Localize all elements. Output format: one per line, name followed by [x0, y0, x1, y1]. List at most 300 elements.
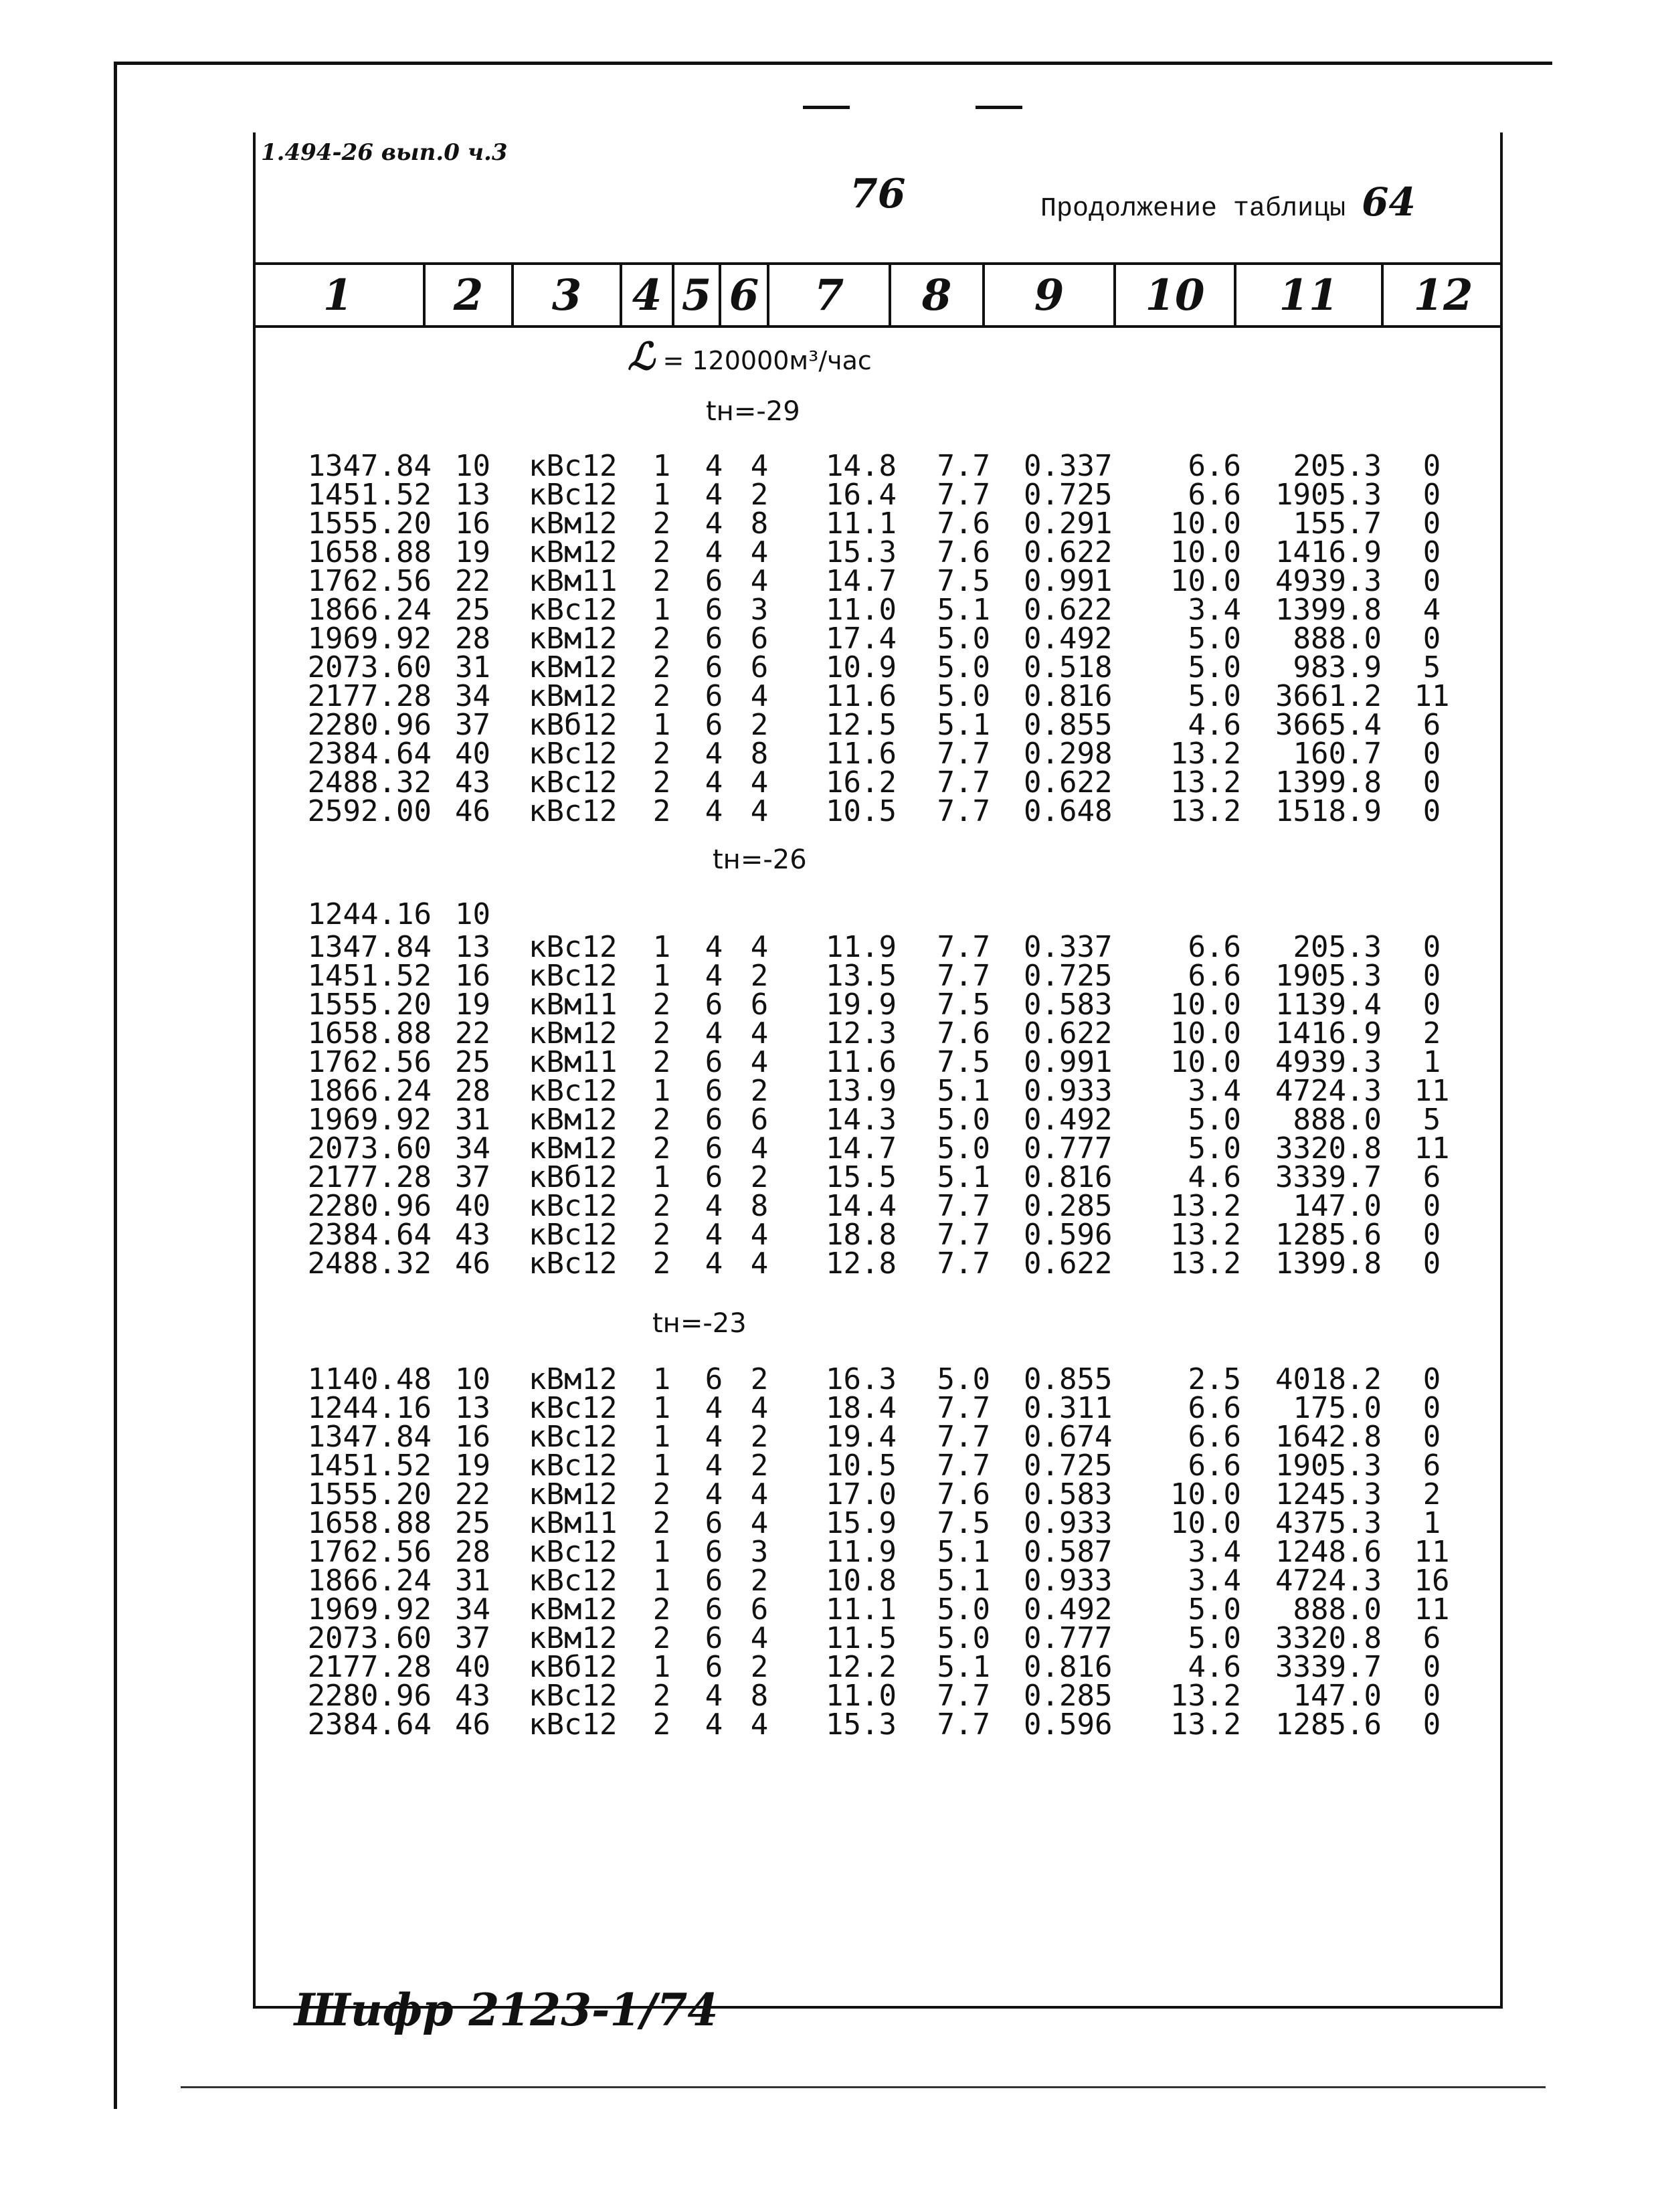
table-cell: 28: [455, 1535, 490, 1569]
table-cell: кВс12: [529, 478, 618, 512]
table-cell: 2: [750, 1074, 769, 1108]
table-cell: 1969.92: [307, 622, 432, 656]
table-cell: 10.0: [1170, 1045, 1241, 1079]
table-cell: 6: [705, 1592, 723, 1627]
table-cell: 13.2: [1170, 765, 1241, 800]
table-cell: 11.0: [826, 593, 897, 627]
table-cell: 5: [1422, 650, 1441, 684]
table-cell: 2177.28: [307, 679, 432, 713]
table-row: [0, 1074, 1660, 1108]
table-cell: 1: [652, 478, 671, 512]
table-cell: 0: [1422, 930, 1441, 964]
table-row: [0, 1449, 1660, 1483]
column-header: 3: [514, 265, 622, 325]
table-cell: 4: [705, 449, 723, 483]
table-cell: 1905.3: [1275, 959, 1382, 993]
table-cell: 11: [1414, 1131, 1450, 1166]
table-cell: 11.0: [826, 1679, 897, 1713]
table-cell: 40: [455, 737, 490, 771]
table-cell: 11.1: [826, 506, 897, 541]
table-row: [0, 1679, 1660, 1713]
table-cell: 6: [705, 1362, 723, 1396]
table-cell: 1658.88: [307, 535, 432, 569]
table-cell: 4: [705, 1391, 723, 1425]
table-cell: 6: [705, 1621, 723, 1655]
table-cell: 0.492: [1024, 1592, 1113, 1627]
table-row: [0, 897, 1660, 931]
table-cell: 0.933: [1024, 1506, 1113, 1540]
table-cell: 0.596: [1024, 1218, 1113, 1252]
table-cell: кВс12: [529, 1074, 618, 1108]
table-cell: 7.5: [937, 1045, 990, 1079]
table-cell: 43: [455, 765, 490, 800]
table-cell: 11.1: [826, 1592, 897, 1627]
table-cell: 2592.00: [307, 794, 432, 828]
table-cell: 0: [1422, 765, 1441, 800]
table-cell: 3.4: [1188, 1535, 1241, 1569]
table-cell: 4724.3: [1275, 1564, 1382, 1598]
table-cell: 46: [455, 1247, 490, 1281]
table-cell: 4: [750, 449, 769, 483]
frame-top-line: [114, 62, 1552, 65]
table-cell: 888.0: [1293, 1592, 1382, 1627]
table-cell: 8: [750, 1189, 769, 1223]
table-cell: 3: [750, 1535, 769, 1569]
table-cell: 4018.2: [1275, 1362, 1382, 1396]
table-row: [0, 1016, 1660, 1050]
table-cell: 1642.8: [1275, 1420, 1382, 1454]
table-cell: 10.8: [826, 1564, 897, 1598]
table-cell: 2: [652, 1506, 671, 1540]
table-cell: 6: [705, 622, 723, 656]
table-cell: 4: [750, 1477, 769, 1511]
table-cell: 12.2: [826, 1650, 897, 1684]
table-cell: 14.3: [826, 1103, 897, 1137]
table-cell: 2073.60: [307, 650, 432, 684]
table-cell: 8: [750, 737, 769, 771]
table-cell: 7.7: [937, 765, 990, 800]
table-cell: 205.3: [1293, 449, 1382, 483]
table-cell: 6: [1422, 1621, 1441, 1655]
table-cell: 46: [455, 1708, 490, 1742]
table-cell: 1: [652, 1535, 671, 1569]
column-header: 10: [1116, 265, 1236, 325]
section-title: tн=-26: [713, 844, 807, 875]
table-cell: 1: [1422, 1506, 1441, 1540]
table-cell: 11.6: [826, 679, 897, 713]
table-row: [0, 1506, 1660, 1540]
table-cell: кВм12: [529, 650, 618, 684]
table-cell: 4: [750, 1016, 769, 1050]
table-cell: 2280.96: [307, 1679, 432, 1713]
table-cell: 7.7: [937, 449, 990, 483]
table-cell: 6: [750, 1103, 769, 1137]
table-cell: 40: [455, 1650, 490, 1684]
table-cell: 2384.64: [307, 737, 432, 771]
table-cell: 888.0: [1293, 1103, 1382, 1137]
table-cell: 0.622: [1024, 593, 1113, 627]
table-cell: 3.4: [1188, 593, 1241, 627]
table-cell: 13: [455, 930, 490, 964]
table-cell: 2: [652, 1045, 671, 1079]
document-reference: 1.494-26 вып.0 ч.3: [261, 139, 508, 166]
table-cell: 0.285: [1024, 1189, 1113, 1223]
table-cell: 0: [1422, 1362, 1441, 1396]
table-cell: 3.4: [1188, 1564, 1241, 1598]
table-cell: 10.0: [1170, 564, 1241, 598]
table-cell: 4: [705, 737, 723, 771]
table-cell: 10: [455, 449, 490, 483]
continuation-heading: [1040, 179, 1416, 225]
table-cell: 11: [1414, 1592, 1450, 1627]
table-cell: 3339.7: [1275, 1160, 1382, 1194]
table-cell: 1: [1422, 1045, 1441, 1079]
table-cell: 205.3: [1293, 930, 1382, 964]
table-cell: 5.0: [1188, 1592, 1241, 1627]
table-cell: 2: [1422, 1016, 1441, 1050]
table-cell: 37: [455, 708, 490, 742]
table-cell: 4: [750, 1247, 769, 1281]
table-cell: 7.6: [937, 1016, 990, 1050]
table-cell: 0: [1422, 564, 1441, 598]
table-cell: 25: [455, 1045, 490, 1079]
table-cell: 7.7: [937, 1420, 990, 1454]
flow-symbol: ℒ: [628, 335, 655, 379]
table-cell: кВс12: [529, 1564, 618, 1598]
table-cell: кВс12: [529, 930, 618, 964]
table-cell: 4.6: [1188, 708, 1241, 742]
table-cell: 4: [750, 1708, 769, 1742]
table-cell: 0.291: [1024, 506, 1113, 541]
table-cell: 4: [705, 1477, 723, 1511]
table-cell: 7.6: [937, 1477, 990, 1511]
table-cell: кВм11: [529, 988, 618, 1022]
table-cell: 2177.28: [307, 1650, 432, 1684]
table-cell: 2: [652, 650, 671, 684]
table-cell: 2: [750, 478, 769, 512]
table-cell: 0.991: [1024, 564, 1113, 598]
table-cell: 4: [705, 1708, 723, 1742]
table-cell: 0: [1422, 1420, 1441, 1454]
table-cell: 147.0: [1293, 1679, 1382, 1713]
table-cell: 0.298: [1024, 737, 1113, 771]
table-cell: 16: [1414, 1564, 1450, 1598]
table-cell: 0: [1422, 737, 1441, 771]
table-cell: 5.0: [1188, 1131, 1241, 1166]
table-row: [0, 1391, 1660, 1425]
column-header: 2: [426, 265, 514, 325]
table-cell: 2: [652, 1592, 671, 1627]
table-cell: 13.5: [826, 959, 897, 993]
table-cell: 13.2: [1170, 794, 1241, 828]
table-cell: 1: [652, 1449, 671, 1483]
table-row: [0, 1362, 1660, 1396]
table-cell: 7.7: [937, 794, 990, 828]
table-cell: 25: [455, 593, 490, 627]
table-cell: 6: [705, 1535, 723, 1569]
table-row: [0, 506, 1660, 541]
table-cell: 3665.4: [1275, 708, 1382, 742]
table-row: [0, 737, 1660, 771]
table-cell: 5.0: [1188, 622, 1241, 656]
table-cell: 5.0: [937, 622, 990, 656]
table-cell: 16: [455, 1420, 490, 1454]
table-cell: 1905.3: [1275, 1449, 1382, 1483]
table-row: [0, 794, 1660, 828]
table-cell: 46: [455, 794, 490, 828]
table-cell: 13.2: [1170, 1708, 1241, 1742]
column-header: 5: [674, 265, 721, 325]
table-cell: кВм12: [529, 506, 618, 541]
table-cell: 14.7: [826, 1131, 897, 1166]
table-cell: 14.4: [826, 1189, 897, 1223]
table-cell: 0.674: [1024, 1420, 1113, 1454]
table-cell: 13.2: [1170, 737, 1241, 771]
table-cell: 1866.24: [307, 1564, 432, 1598]
table-row: [0, 622, 1660, 656]
table-cell: 1658.88: [307, 1506, 432, 1540]
table-cell: 6: [705, 593, 723, 627]
table-cell: 1518.9: [1275, 794, 1382, 828]
table-cell: 6.6: [1188, 1449, 1241, 1483]
table-cell: 11: [1414, 1535, 1450, 1569]
table-cell: 19.9: [826, 988, 897, 1022]
table-cell: 4: [705, 535, 723, 569]
table-cell: 4: [750, 1621, 769, 1655]
table-cell: 0: [1422, 1650, 1441, 1684]
table-cell: 160.7: [1293, 737, 1382, 771]
table-cell: 6: [750, 988, 769, 1022]
table-cell: 11.9: [826, 930, 897, 964]
table-cell: 2: [750, 1420, 769, 1454]
table-cell: 2384.64: [307, 1218, 432, 1252]
table-cell: 7.7: [937, 1391, 990, 1425]
table-row: [0, 1650, 1660, 1684]
table-cell: 19.4: [826, 1420, 897, 1454]
table-cell: 7.5: [937, 988, 990, 1022]
table-cell: 5.0: [937, 1103, 990, 1137]
table-cell: 31: [455, 1103, 490, 1137]
table-cell: 6.6: [1188, 449, 1241, 483]
table-cell: 15.5: [826, 1160, 897, 1194]
table-cell: 3339.7: [1275, 1650, 1382, 1684]
table-cell: 0.855: [1024, 708, 1113, 742]
table-cell: 6: [705, 564, 723, 598]
table-cell: 14.7: [826, 564, 897, 598]
table-cell: 5.0: [1188, 679, 1241, 713]
table-cell: 1658.88: [307, 1016, 432, 1050]
column-header-row: [253, 262, 1503, 328]
table-cell: 10.9: [826, 650, 897, 684]
table-cell: 19: [455, 988, 490, 1022]
table-cell: 16.4: [826, 478, 897, 512]
table-cell: 28: [455, 1074, 490, 1108]
table-cell: 5.1: [937, 1650, 990, 1684]
table-cell: 0: [1422, 535, 1441, 569]
frame-bottom-line: [181, 2086, 1546, 2088]
table-cell: 2: [652, 794, 671, 828]
table-cell: 1555.20: [307, 506, 432, 541]
table-cell: 0.337: [1024, 449, 1113, 483]
table-cell: 1285.6: [1275, 1218, 1382, 1252]
table-cell: 4724.3: [1275, 1074, 1382, 1108]
table-cell: 7.6: [937, 535, 990, 569]
table-cell: 0.933: [1024, 1564, 1113, 1598]
table-cell: 1248.6: [1275, 1535, 1382, 1569]
table-cell: 10.5: [826, 794, 897, 828]
column-header: 7: [769, 265, 891, 325]
table-row: [0, 593, 1660, 627]
table-row: [0, 1592, 1660, 1627]
table-cell: 4: [750, 930, 769, 964]
table-row: [0, 564, 1660, 598]
table-cell: 7.7: [937, 1449, 990, 1483]
table-cell: 15.3: [826, 535, 897, 569]
table-cell: 2488.32: [307, 1247, 432, 1281]
table-cell: кВб12: [529, 708, 618, 742]
table-cell: 10.5: [826, 1449, 897, 1483]
table-cell: 2: [750, 1449, 769, 1483]
table-cell: 0.725: [1024, 959, 1113, 993]
table-row: [0, 988, 1660, 1022]
table-cell: 4: [750, 1045, 769, 1079]
table-cell: кВб12: [529, 1160, 618, 1194]
table-cell: 10.0: [1170, 535, 1241, 569]
table-cell: кВм12: [529, 679, 618, 713]
table-row: [0, 1247, 1660, 1281]
table-cell: 34: [455, 1592, 490, 1627]
table-cell: 11.9: [826, 1535, 897, 1569]
table-cell: 0.492: [1024, 1103, 1113, 1137]
table-cell: 5.1: [937, 708, 990, 742]
table-cell: 4.6: [1188, 1160, 1241, 1194]
top-dash-mark: [803, 106, 850, 109]
table-cell: кВм11: [529, 1045, 618, 1079]
table-cell: 22: [455, 1477, 490, 1511]
table-cell: 1: [652, 1650, 671, 1684]
table-cell: 8: [750, 506, 769, 541]
table-cell: 6: [705, 708, 723, 742]
table-cell: 31: [455, 650, 490, 684]
table-cell: 0.777: [1024, 1131, 1113, 1166]
table-cell: 5.0: [937, 650, 990, 684]
table-cell: 13.2: [1170, 1247, 1241, 1281]
column-header: 1: [253, 265, 426, 325]
table-cell: 2.5: [1188, 1362, 1241, 1396]
table-cell: 1: [652, 1420, 671, 1454]
table-cell: 1969.92: [307, 1103, 432, 1137]
table-cell: 1762.56: [307, 1045, 432, 1079]
table-cell: 40: [455, 1189, 490, 1223]
table-cell: 0.725: [1024, 478, 1113, 512]
table-cell: 43: [455, 1218, 490, 1252]
table-cell: 6.6: [1188, 930, 1241, 964]
table-number: 64: [1362, 179, 1416, 225]
table-cell: 1399.8: [1275, 593, 1382, 627]
column-header: 8: [891, 265, 985, 325]
table-cell: 2: [652, 1103, 671, 1137]
table-cell: 4: [750, 1218, 769, 1252]
table-cell: 0.648: [1024, 794, 1113, 828]
table-cell: 0.816: [1024, 1650, 1113, 1684]
page-number: 76: [850, 171, 906, 217]
table-cell: 4: [750, 679, 769, 713]
table-cell: 0.855: [1024, 1362, 1113, 1396]
table-cell: 10.0: [1170, 988, 1241, 1022]
table-cell: 11: [1414, 679, 1450, 713]
continuation-label: Продолжение таблицы: [1040, 194, 1346, 224]
table-cell: 2: [652, 1016, 671, 1050]
table-cell: 15.9: [826, 1506, 897, 1540]
table-cell: 1: [652, 959, 671, 993]
table-cell: 3.4: [1188, 1074, 1241, 1108]
table-cell: 5.0: [937, 679, 990, 713]
table-cell: 4939.3: [1275, 564, 1382, 598]
top-dash-mark: [976, 106, 1022, 109]
table-cell: 1245.3: [1275, 1477, 1382, 1511]
table-cell: 0: [1422, 622, 1441, 656]
table-cell: 2: [652, 1189, 671, 1223]
table-cell: 1244.16: [307, 1391, 432, 1425]
table-cell: 1: [652, 1074, 671, 1108]
table-cell: 28: [455, 622, 490, 656]
table-cell: 155.7: [1293, 506, 1382, 541]
table-cell: 4: [750, 1391, 769, 1425]
table-cell: 0: [1422, 1679, 1441, 1713]
table-cell: 2: [750, 1564, 769, 1598]
table-cell: 2: [652, 765, 671, 800]
table-cell: 4: [750, 1131, 769, 1166]
table-cell: 7.7: [937, 930, 990, 964]
table-cell: 2: [750, 959, 769, 993]
table-cell: 4: [705, 506, 723, 541]
table-cell: 1969.92: [307, 1592, 432, 1627]
table-cell: кВс12: [529, 737, 618, 771]
table-row: [0, 930, 1660, 964]
table-cell: 1: [652, 593, 671, 627]
table-cell: кВм12: [529, 622, 618, 656]
table-cell: 2280.96: [307, 708, 432, 742]
table-cell: 1866.24: [307, 1074, 432, 1108]
column-header: 12: [1413, 270, 1473, 320]
table-cell: 18.4: [826, 1391, 897, 1425]
table-cell: 31: [455, 1564, 490, 1598]
table-cell: 0: [1422, 478, 1441, 512]
table-cell: 4: [705, 930, 723, 964]
table-cell: 4: [750, 564, 769, 598]
table-cell: кВм12: [529, 1477, 618, 1511]
section-title: tн=-23: [652, 1308, 747, 1339]
table-cell: 13.2: [1170, 1218, 1241, 1252]
table-cell: 7.7: [937, 1247, 990, 1281]
table-cell: 5.0: [937, 1621, 990, 1655]
table-cell: 6: [705, 1045, 723, 1079]
table-row: [0, 765, 1660, 800]
table-row: [0, 1131, 1660, 1166]
table-cell: 19: [455, 1449, 490, 1483]
table-cell: 4375.3: [1275, 1506, 1382, 1540]
table-cell: 0.337: [1024, 930, 1113, 964]
table-cell: кВс12: [529, 1420, 618, 1454]
table-cell: 5.0: [1188, 1103, 1241, 1137]
table-cell: 16.3: [826, 1362, 897, 1396]
table-cell: 2: [652, 1247, 671, 1281]
table-cell: 0.596: [1024, 1708, 1113, 1742]
table-cell: 4: [705, 1247, 723, 1281]
table-cell: 7.7: [937, 1679, 990, 1713]
table-cell: 1762.56: [307, 564, 432, 598]
table-row: [0, 1160, 1660, 1194]
